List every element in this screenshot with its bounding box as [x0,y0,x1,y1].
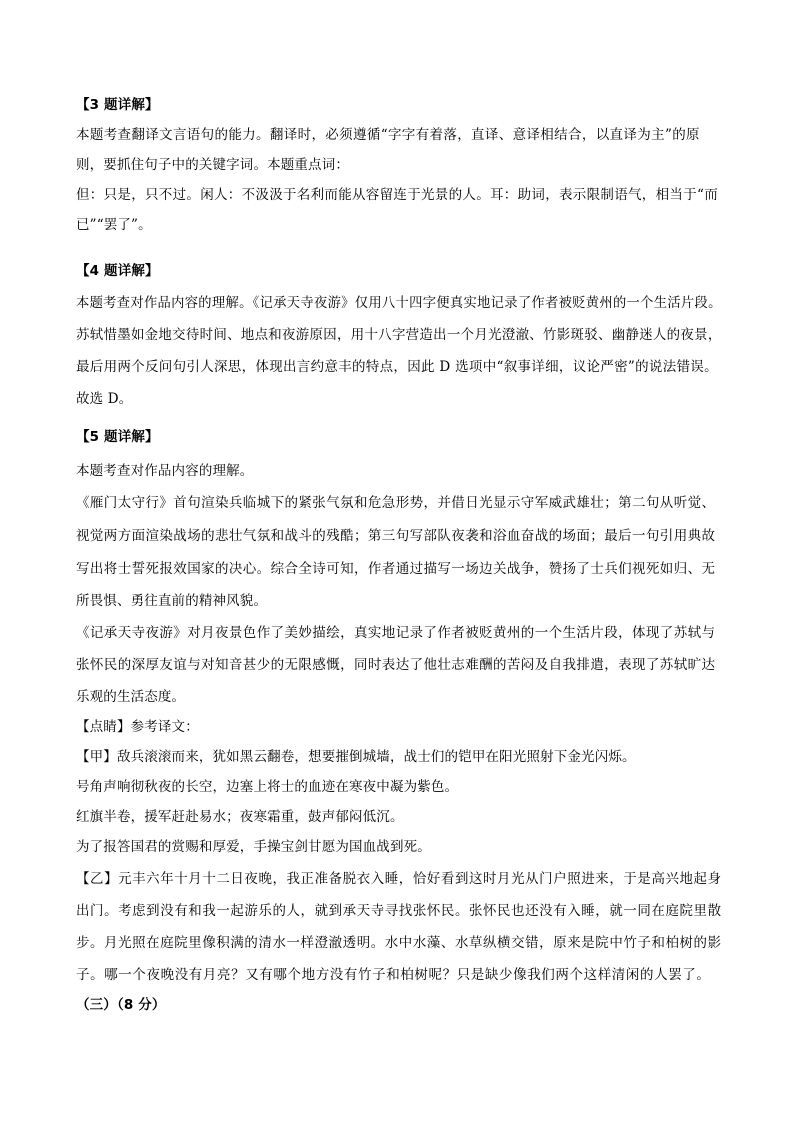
translation-jia-line-3: 红旗半卷，援军赶赴易水；夜寒霜重，鼓声郁闷低沉。 [76,809,404,825]
translation-yi-line-3: 步。月光照在庭院里像积满的清水一样澄澈透明。水中水藻、水草纵横交错，原来是院中竹子和柏树的影 [76,935,722,951]
translation-yi-line-2: 出门。考虑到没有和我一起游乐的人，就到承天寺寻找张怀民。张怀民也还没有入睡，就一同在庭院里散 [76,903,722,919]
translation-yi-line-4: 子。哪一个夜晚没有月亮？又有哪个地方没有竹子和柏树呢？只是缺少像我们两个这样清闲的人罢了。 [76,967,711,983]
q4-line-2: 苏轼惜墨如金地交待时间、地点和夜游原因，用十八字营造出一个月光澄澈、竹影斑驳、幽静迷人的夜景， [76,327,722,343]
q5-line-2: 《雁门太守行》首句渲染兵临城下的紧张气氛和危急形势，并借日光显示守军威武雄壮；第二句从听觉、 [76,495,716,511]
translation-jia-line-2: 号角声响彻秋夜的长空，边塞上将士的血迹在寒夜中凝为紫色。 [76,779,459,795]
translation-jia-line-4: 为了报答国君的赏赐和厚爱，手操宝剑甘愿为国血战到死。 [76,839,431,855]
q4-line-4: 故选 D。 [76,391,133,407]
q5-line-1: 本题考查对作品内容的理解。 [76,463,254,479]
q5-line-4: 写出将士誓死报效国家的决心。综合全诗可知，作者通过描写一场边关战争，赞扬了士兵们视死如归、无 [76,561,716,577]
q5-line-5: 所畏惧、勇往直前的精神风貌。 [76,593,268,609]
part-3-heading: （三）（8 分） [76,997,166,1013]
q4-line-3: 最后用两个反问句引人深思，体现出言约意丰的特点，因此 D 选项中“叙事详细，议论严密”的说法错误。 [76,359,718,375]
translation-yi-line-1: 【乙】元丰六年十月十二日夜晚，我正准备脱衣入睡，恰好看到这时月光从门户照进来，于是高兴地起身 [76,871,722,887]
q3-line-2: 则，要抓住句子中的关键字词。本题重点词： [76,157,349,173]
q5-line-8: 乐观的生活态度。 [76,689,186,705]
q3-line-3: 但：只是，只不过。闲人：不汲汲于名利而能从容留连于光景的人。耳：助词，表示限制语气，相当于“而 [76,187,718,203]
q3-line-1: 本题考查翻译文言语句的能力。翻译时，必须遵循“字字有着落，直译、意译相结合，以直译为主”的原 [76,127,700,143]
translation-jia-line-1: 【甲】敌兵滚滚而来，犹如黑云翻卷，想要摧倒城墙，战士们的铠甲在阳光照射下金光闪烁。 [76,749,636,765]
q5-line-6: 《记承天寺夜游》对月夜景色作了美妙描绘，真实地记录了作者被贬黄州的一个生活片段，体现了苏轼与 [76,625,716,641]
q4-line-1: 本题考查对作品内容的理解。《记承天寺夜游》仅用八十四字便真实地记录了作者被贬黄州的一个生活片段。 [76,295,722,311]
q5-line-7: 张怀民的深厚友谊与对知音甚少的无限感慨，同时表达了他壮志难酬的苦闷及自我排遣，表现了苏轼旷达 [76,657,716,673]
q3-line-4: 已”“罢了”。 [76,217,152,233]
q5-line-3: 视觉两方面渲染战场的悲壮气氛和战斗的残酷；第三句写部队夜袭和浴血奋战的场面；最后一句引用典故 [76,528,716,544]
q5-heading: 【5 题详解】 [76,429,159,445]
tips-heading: 【点睛】参考译文： [76,719,199,735]
q4-heading: 【4 题详解】 [76,263,159,279]
q3-heading: 【3 题详解】 [76,97,159,113]
